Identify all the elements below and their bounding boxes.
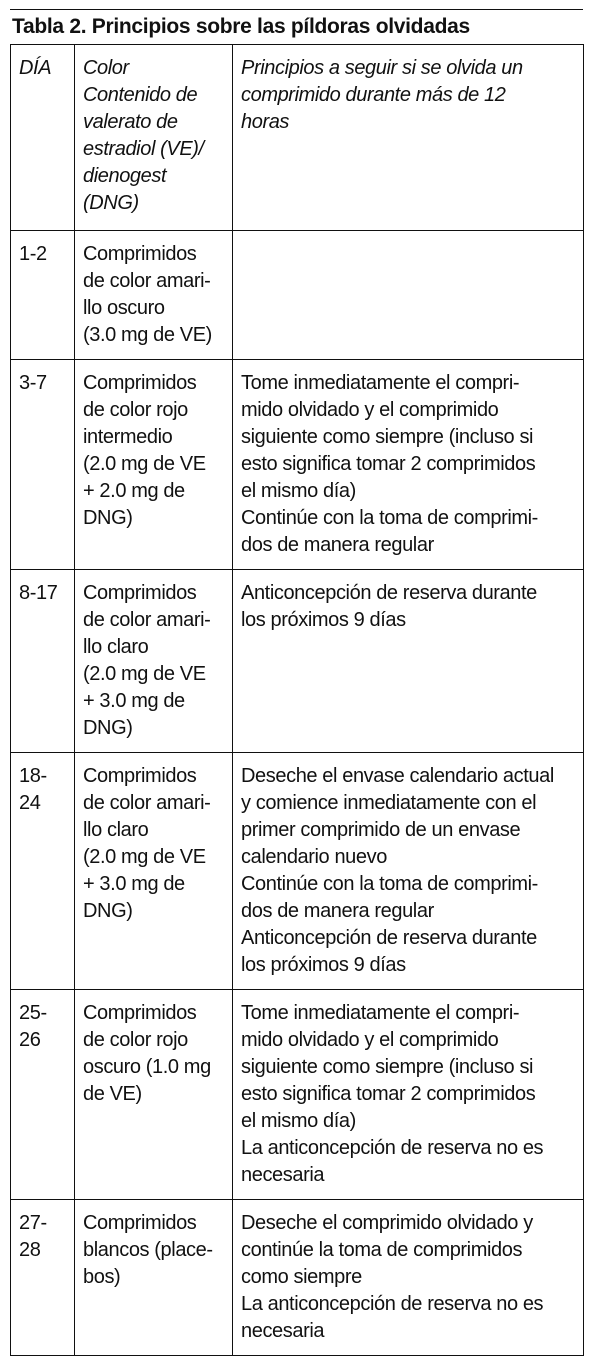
- table-row: [11, 570, 584, 753]
- header-principles: Principios a seguir si se olvida un comprimido durante más de 12 horas: [233, 45, 584, 231]
- header-color: Color Contenido de valerato de estradiol (VE)/ dienogest (DNG): [75, 45, 233, 231]
- cell-principles: Tome inmediatamente el compri- mido olvidado y el comprimido siguiente como siempre (incluso si esto significa tomar 2 comprimidos el mismo día) Continúe con la toma de comprimi- dos de manera regular: [233, 360, 584, 570]
- table-header-row: [11, 45, 584, 231]
- cell-color: Comprimidos de color rojo intermedio (2.0 mg de VE + 2.0 mg de DNG): [75, 360, 233, 570]
- cell-principles: [233, 231, 584, 360]
- header-day: DÍA: [11, 45, 75, 231]
- cell-day: 3-7: [11, 360, 75, 570]
- cell-day: 8-17: [11, 570, 75, 753]
- missed-pills-table: [10, 44, 584, 1356]
- table-row: [11, 231, 584, 360]
- table-title: Tabla 2. Principios sobre las píldoras olvidadas: [12, 15, 470, 38]
- cell-principles: Deseche el envase calendario actual y comience inmediatamente con el primer comprimido de un envase calendario nuevo Continúe con la toma de comprimi- dos de manera regular Anticoncepción de reserva durante los próximos 9 días: [233, 753, 584, 990]
- cell-color: Comprimidos de color rojo oscuro (1.0 mg de VE): [75, 990, 233, 1200]
- cell-color: Comprimidos blancos (place- bos): [75, 1200, 233, 1356]
- table-row: [11, 990, 584, 1200]
- cell-color: Comprimidos de color amari- llo claro (2.0 mg de VE + 3.0 mg de DNG): [75, 753, 233, 990]
- table-row: [11, 360, 584, 570]
- cell-day: 1-2: [11, 231, 75, 360]
- cell-color: Comprimidos de color amari- llo claro (2.0 mg de VE + 3.0 mg de DNG): [75, 570, 233, 753]
- cell-day: 25- 26: [11, 990, 75, 1200]
- cell-principles: Tome inmediatamente el compri- mido olvidado y el comprimido siguiente como siempre (incluso si esto significa tomar 2 comprimidos el mismo día) La anticoncepción de reserva no es necesaria: [233, 990, 584, 1200]
- cell-color: Comprimidos de color amari- llo oscuro (3.0 mg de VE): [75, 231, 233, 360]
- cell-principles: Anticoncepción de reserva durante los próximos 9 días: [233, 570, 584, 753]
- table-row: [11, 753, 584, 990]
- cell-day: 27- 28: [11, 1200, 75, 1356]
- cell-principles: Deseche el comprimido olvidado y continúe la toma de comprimidos como siempre La anticoncepción de reserva no es necesaria: [233, 1200, 584, 1356]
- table-row: [11, 1200, 584, 1356]
- top-rule: [10, 9, 583, 10]
- cell-day: 18- 24: [11, 753, 75, 990]
